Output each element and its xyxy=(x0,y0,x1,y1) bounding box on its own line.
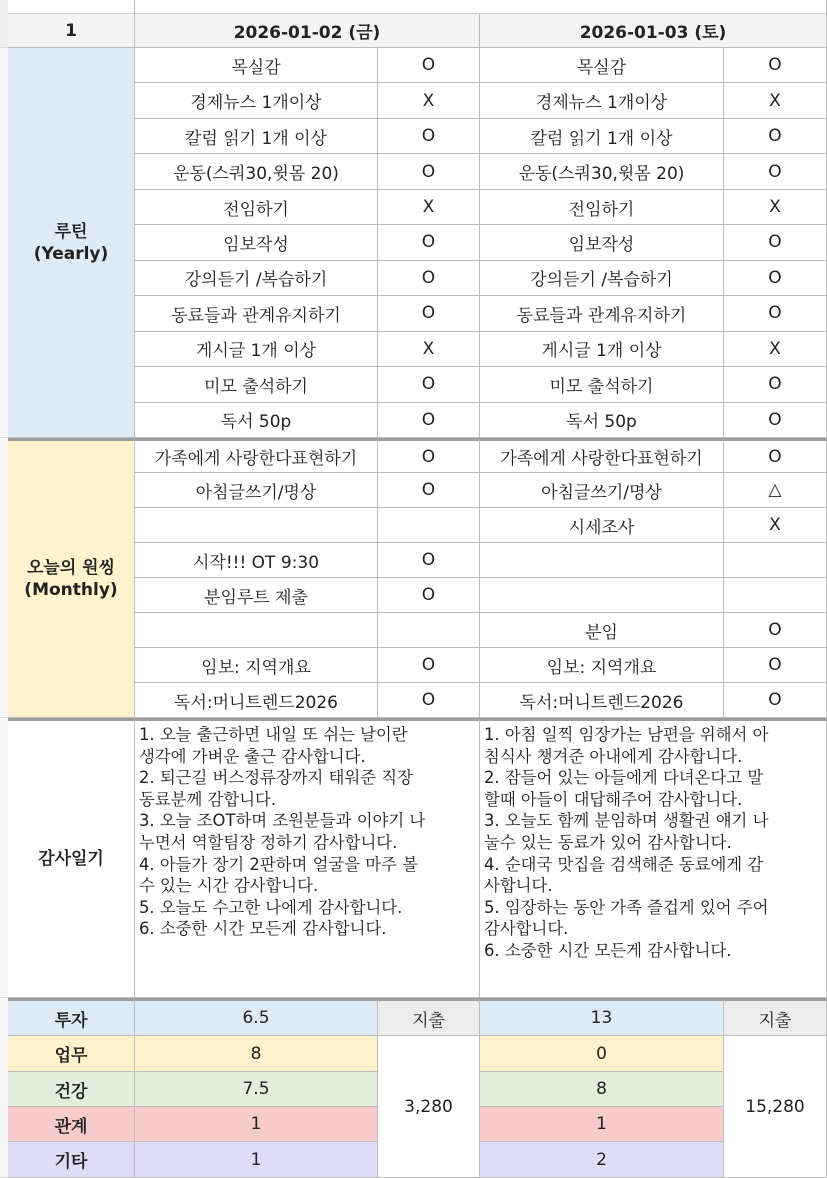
one-thing-mark-day1[interactable] xyxy=(378,613,480,648)
one-thing-subtitle: (Monthly) xyxy=(24,580,118,600)
routine-task-day2[interactable]: 칼럼 읽기 1개 이상 xyxy=(480,119,724,154)
summary-value-day2[interactable]: 0 xyxy=(480,1036,724,1072)
one-thing-task-day2[interactable]: 독서:머니트렌드2026 xyxy=(480,683,724,718)
routine-mark-day1[interactable]: O xyxy=(378,403,480,438)
routine-task-day1[interactable]: 칼럼 읽기 1개 이상 xyxy=(135,119,378,154)
routine-mark-day1[interactable]: X xyxy=(378,190,480,225)
gratitude-line: 3. 오늘 조OT하며 조원분들과 이야기 나 xyxy=(139,811,426,831)
one-thing-task-day1[interactable]: 분임루트 제출 xyxy=(135,578,378,613)
one-thing-task-day2[interactable]: 아침글쓰기/명상 xyxy=(480,473,724,508)
one-thing-task-day2[interactable]: 가족에게 사랑한다표현하기 xyxy=(480,438,724,473)
routine-mark-day2[interactable]: O xyxy=(724,225,827,260)
gratitude-line: 할때 아들이 대답해주어 감사합니다. xyxy=(484,789,743,809)
summary-value-day1[interactable]: 7.5 xyxy=(135,1072,378,1107)
gratitude-line: 수 있는 시간 감사합니다. xyxy=(139,876,319,896)
routine-mark-day2[interactable]: O xyxy=(724,48,827,83)
routine-mark-day1[interactable]: O xyxy=(378,367,480,402)
gratitude-line: 5. 오늘도 수고한 나에게 감사합니다. xyxy=(139,897,403,917)
one-thing-mark-day2[interactable]: O xyxy=(724,648,827,683)
routine-mark-day2[interactable]: X xyxy=(724,332,827,367)
summary-label[interactable]: 투자 xyxy=(8,998,135,1036)
one-thing-task-day2[interactable]: 시세조사 xyxy=(480,508,724,543)
routine-mark-day1[interactable]: O xyxy=(378,296,480,331)
routine-subtitle: (Yearly) xyxy=(33,243,109,264)
gratitude-line: 생각에 가벼운 출근 감사합니다. xyxy=(139,746,366,766)
summary-label[interactable]: 업무 xyxy=(8,1036,135,1072)
one-thing-task-day2[interactable] xyxy=(480,543,724,578)
one-thing-title: 오늘의 원씽 xyxy=(26,558,116,578)
routine-category-cell[interactable] xyxy=(8,48,135,438)
gratitude-line: 2. 잠들어 있는 아들에게 다녀온다고 말 xyxy=(484,768,764,788)
routine-mark-day2[interactable]: X xyxy=(724,83,827,118)
routine-task-day2[interactable]: 미모 출석하기 xyxy=(480,367,724,402)
gratitude-text xyxy=(484,724,768,962)
routine-mark-day2[interactable]: X xyxy=(724,190,827,225)
gratitude-line: 4. 순대국 맛집을 검색해준 동료에게 감 xyxy=(484,854,764,874)
one-thing-mark-day2[interactable] xyxy=(724,578,827,613)
date-header-1[interactable]: 2026-01-02 (금) xyxy=(135,14,480,48)
date-header-2[interactable]: 2026-01-03 (토) xyxy=(480,14,827,48)
summary-label[interactable]: 건강 xyxy=(8,1072,135,1107)
cell-top-sliver[interactable] xyxy=(135,0,827,14)
row-index-cell[interactable]: 1 xyxy=(8,14,135,48)
one-thing-mark-day2[interactable]: △ xyxy=(724,473,827,508)
summary-value-day2[interactable]: 13 xyxy=(480,998,724,1036)
routine-task-day2[interactable]: 임보작성 xyxy=(480,225,724,260)
one-thing-mark-day2[interactable]: O xyxy=(724,438,827,473)
summary-value-day2[interactable]: 1 xyxy=(480,1107,724,1142)
one-thing-mark-day2[interactable]: O xyxy=(724,683,827,718)
routine-mark-day2[interactable]: O xyxy=(724,367,827,402)
expense-value-2[interactable]: 15,280 xyxy=(724,1036,827,1178)
routine-mark-day1[interactable]: O xyxy=(378,119,480,154)
gratitude-line: 6. 소중한 시간 모든게 감사합니다. xyxy=(484,940,732,960)
routine-mark-day2[interactable]: O xyxy=(724,119,827,154)
expense-label-1[interactable]: 지출 xyxy=(378,998,480,1036)
one-thing-task-day2[interactable]: 분임 xyxy=(480,613,724,648)
routine-task-day1[interactable]: 운동(스쿼30,윗몸 20) xyxy=(135,154,378,189)
gratitude-line: 6. 소중한 시간 모든게 감사합니다. xyxy=(139,919,387,939)
summary-label[interactable]: 관계 xyxy=(8,1107,135,1142)
one-thing-mark-day1[interactable] xyxy=(378,508,480,543)
one-thing-task-day1[interactable]: 임보: 지역개요 xyxy=(135,648,378,683)
gratitude-line: 감사합니다. xyxy=(484,919,569,939)
routine-mark-day2[interactable]: O xyxy=(724,154,827,189)
routine-task-day1[interactable]: 경제뉴스 1개이상 xyxy=(135,83,378,118)
one-thing-task-day2[interactable]: 임보: 지역개요 xyxy=(480,648,724,683)
routine-task-day2[interactable]: 전임하기 xyxy=(480,190,724,225)
gratitude-cell-day2[interactable] xyxy=(480,718,827,998)
summary-value-day1[interactable]: 6.5 xyxy=(135,998,378,1036)
routine-mark-day1[interactable]: O xyxy=(378,225,480,260)
gratitude-line: 2. 퇴근길 버스정류장까지 태워준 직장 xyxy=(139,768,413,788)
one-thing-mark-day1[interactable]: O xyxy=(378,683,480,718)
routine-task-day2[interactable]: 독서 50p xyxy=(480,403,724,438)
one-thing-mark-day1[interactable]: O xyxy=(378,578,480,613)
one-thing-mark-day1[interactable]: O xyxy=(378,648,480,683)
routine-mark-day2[interactable]: O xyxy=(724,296,827,331)
gratitude-line: 4. 아들가 장기 2판하며 얼굴을 마주 볼 xyxy=(139,854,418,874)
routine-mark-day1[interactable]: X xyxy=(378,332,480,367)
expense-label-2[interactable]: 지출 xyxy=(724,998,827,1036)
routine-mark-day1[interactable]: O xyxy=(378,48,480,83)
routine-mark-day1[interactable]: O xyxy=(378,154,480,189)
one-thing-mark-day2[interactable] xyxy=(724,543,827,578)
gratitude-cell-day1[interactable] xyxy=(135,718,480,998)
gratitude-line: 1. 오늘 출근하면 내일 또 쉬는 날이란 xyxy=(139,725,408,744)
routine-task-day2[interactable]: 게시글 1개 이상 xyxy=(480,332,724,367)
summary-value-day1[interactable]: 1 xyxy=(135,1142,378,1178)
one-thing-mark-day1[interactable]: O xyxy=(378,473,480,508)
routine-task-day1[interactable]: 미모 출석하기 xyxy=(135,367,378,402)
routine-task-day2[interactable]: 강의듣기 /복습하기 xyxy=(480,261,724,296)
cell-top-sliver[interactable] xyxy=(8,0,135,14)
gratitude-line: 눌수 있는 동료가 있어 감사합니다. xyxy=(484,832,732,852)
gratitude-line: 누면서 역할팀장 정하기 감사합니다. xyxy=(139,832,398,852)
routine-title: 루틴 xyxy=(54,221,88,242)
gratitude-text xyxy=(139,724,425,940)
routine-mark-day2[interactable]: O xyxy=(724,403,827,438)
summary-value-day1[interactable]: 1 xyxy=(135,1107,378,1142)
one-thing-task-day1[interactable]: 가족에게 사랑한다표현하기 xyxy=(135,438,378,473)
gratitude-line: 동료분께 감합니다. xyxy=(139,789,277,809)
expense-value-1[interactable]: 3,280 xyxy=(378,1036,480,1178)
summary-value-day1[interactable]: 8 xyxy=(135,1036,378,1072)
row-gutter[interactable] xyxy=(0,998,8,1178)
row-gutter[interactable] xyxy=(0,0,8,48)
routine-task-day1[interactable]: 강의듣기 /복습하기 xyxy=(135,261,378,296)
one-thing-task-day1[interactable]: 아침글쓰기/명상 xyxy=(135,473,378,508)
routine-task-day1[interactable]: 동료들과 관계유지하기 xyxy=(135,296,378,331)
one-thing-task-day2[interactable] xyxy=(480,578,724,613)
routine-mark-day1[interactable]: O xyxy=(378,261,480,296)
routine-task-day2[interactable]: 경제뉴스 1개이상 xyxy=(480,83,724,118)
one-thing-category-cell[interactable] xyxy=(8,438,135,718)
row-gutter[interactable] xyxy=(0,48,8,438)
routine-task-day1[interactable]: 목실감 xyxy=(135,48,378,83)
gratitude-line: 사합니다. xyxy=(484,876,553,896)
one-thing-mark-day1[interactable]: O xyxy=(378,438,480,473)
gratitude-line: 5. 임장하는 동안 가족 즐겁게 있어 주어 xyxy=(484,897,769,917)
gratitude-line: 1. 아침 일찍 임장가는 남편을 위해서 아 xyxy=(484,725,769,744)
routine-mark-day1[interactable]: X xyxy=(378,83,480,118)
one-thing-task-day1[interactable]: 독서:머니트렌드2026 xyxy=(135,683,378,718)
routine-task-day1[interactable]: 게시글 1개 이상 xyxy=(135,332,378,367)
gratitude-line: 침식사 챙겨준 아내에게 감사합니다. xyxy=(484,746,743,766)
summary-label[interactable]: 기타 xyxy=(8,1142,135,1178)
gratitude-title: 감사일기 xyxy=(38,849,104,869)
gratitude-line: 3. 오늘도 함께 분임하며 생활권 얘기 나 xyxy=(484,811,769,831)
routine-task-day2[interactable]: 목실감 xyxy=(480,48,724,83)
row-gutter[interactable] xyxy=(0,718,8,998)
row-gutter[interactable] xyxy=(0,438,8,718)
routine-task-day2[interactable]: 동료들과 관계유지하기 xyxy=(480,296,724,331)
routine-task-day1[interactable]: 전임하기 xyxy=(135,190,378,225)
summary-value-day2[interactable]: 8 xyxy=(480,1072,724,1107)
one-thing-task-day1[interactable]: 시작!!! OT 9:30 xyxy=(135,543,378,578)
one-thing-mark-day2[interactable]: O xyxy=(724,613,827,648)
routine-task-day1[interactable]: 독서 50p xyxy=(135,403,378,438)
routine-task-day1[interactable]: 임보작성 xyxy=(135,225,378,260)
one-thing-mark-day2[interactable]: X xyxy=(724,508,827,543)
gratitude-category-cell[interactable] xyxy=(8,718,135,998)
routine-task-day2[interactable]: 운동(스쿼30,윗몸 20) xyxy=(480,154,724,189)
one-thing-task-day1[interactable] xyxy=(135,613,378,648)
one-thing-task-day1[interactable] xyxy=(135,508,378,543)
routine-mark-day2[interactable]: O xyxy=(724,261,827,296)
one-thing-mark-day1[interactable]: O xyxy=(378,543,480,578)
summary-value-day2[interactable]: 2 xyxy=(480,1142,724,1178)
